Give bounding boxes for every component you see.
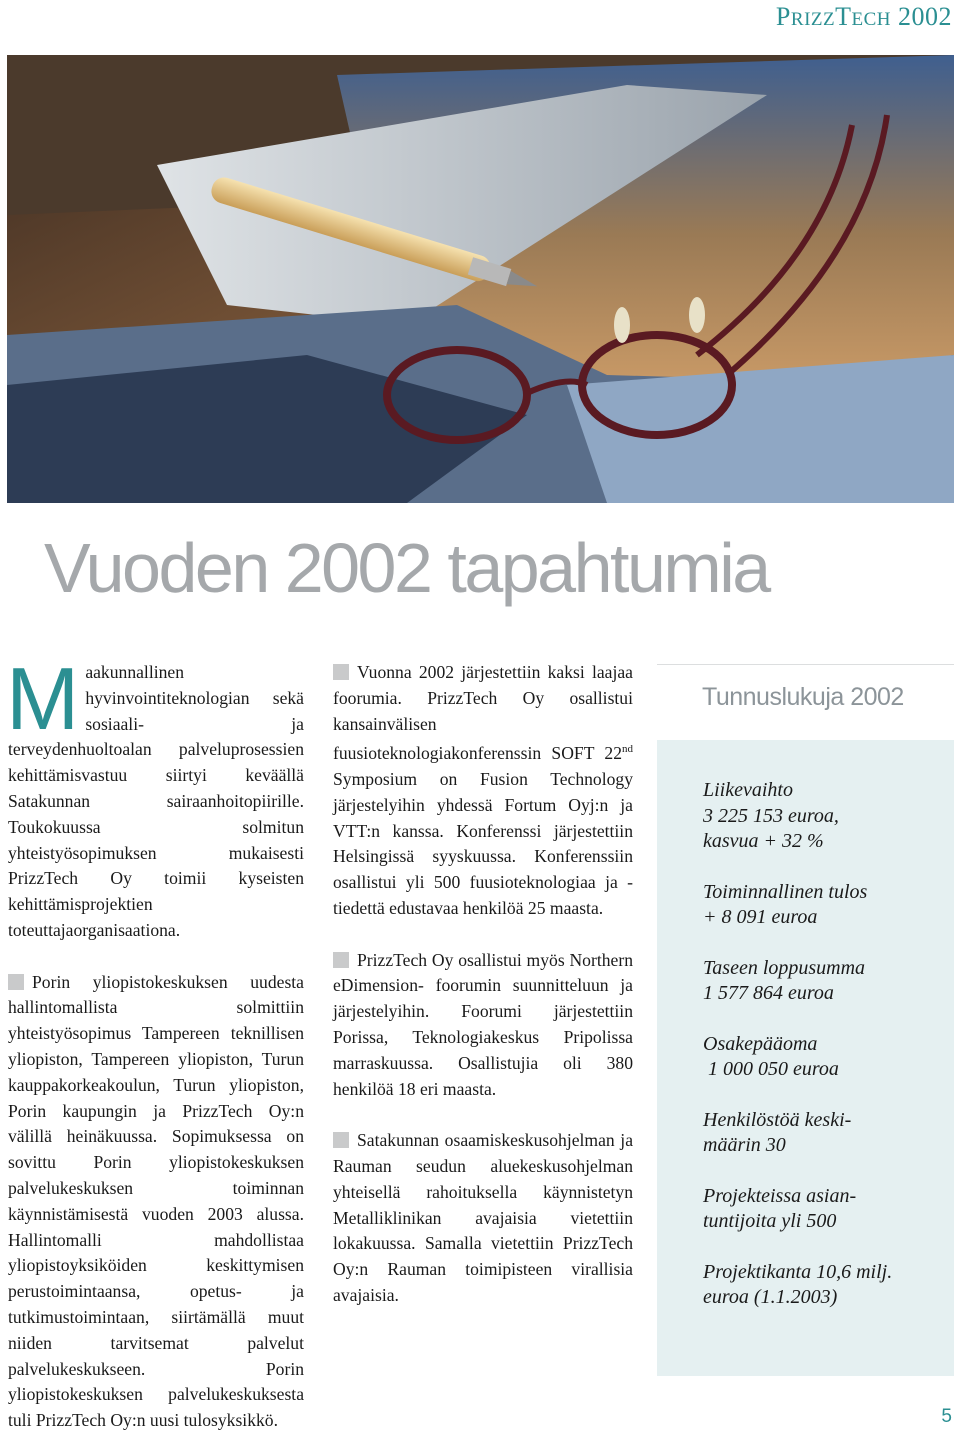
photo-pen-glasses-icon <box>7 55 954 503</box>
superscript: nd <box>622 743 633 756</box>
stat-liikevaihto <box>703 778 943 855</box>
stat-value: määrin 30 <box>703 1134 786 1156</box>
paragraph-text: Satakunnan osaamiskeskusohjelman ja Rauman seudun aluekeskusohjelman yhteisellä rahoituksella käynnistetyn Metalliklinikan avajaisia vietettiin lokakuussa. Samalla vietettiin PrizzTech Oy:n Rauman toimipisteen virallisia avajaisia. <box>333 1130 633 1305</box>
photo-pen-glasses <box>7 55 954 503</box>
brand-rizz: RIZZ <box>790 9 836 30</box>
stat-projektikanta <box>703 1260 943 1311</box>
paragraph-metalliklinikka <box>333 1128 633 1309</box>
article-column-1 <box>6 649 304 1434</box>
stat-taseen-loppusumma <box>703 956 943 1007</box>
paragraph-foorumit <box>333 660 633 922</box>
brand-t: T <box>835 2 852 31</box>
stat-value: tuntijoita yli 500 <box>703 1210 837 1232</box>
stat-value: 3 225 153 euroa, <box>703 804 839 827</box>
page-number: 5 <box>941 1406 952 1427</box>
stat-asiantuntijat <box>703 1184 943 1235</box>
page-title: Vuoden 2002 tapahtumia <box>44 529 769 607</box>
stat-label: Toiminnallinen tulos <box>703 880 868 903</box>
paragraph-yliopistokeskus <box>8 970 304 1434</box>
sidebar-title: Tunnuslukuja 2002 <box>702 683 904 711</box>
stat-label: Liikevaihto <box>703 779 793 801</box>
key-figures-list <box>703 778 943 1336</box>
brand-p: P <box>775 2 791 31</box>
stat-label: Projektikanta 10,6 milj. <box>703 1260 893 1283</box>
paragraph-text: Vuonna 2002 järjestettiin kaksi laajaa foorumia. PrizzTech Oy osallistui kansainvälisen fuusioteknologiakonferenssin SOFT 22 <box>333 662 633 764</box>
sidebar-header <box>657 664 954 737</box>
bullet-square-icon <box>8 974 24 990</box>
stat-osakepaaoma <box>703 1032 943 1083</box>
stat-value: 1 577 864 euroa <box>703 982 834 1004</box>
brand-year: 2002 <box>898 2 952 31</box>
stat-label: Henkilöstöä keski- <box>703 1108 852 1131</box>
stat-label: Osakepääoma <box>703 1032 818 1055</box>
brand-logo <box>776 2 952 32</box>
bullet-square-icon <box>333 952 349 968</box>
stat-toiminnallinen-tulos <box>703 880 943 931</box>
stat-label: Projekteissa asian- <box>703 1184 857 1207</box>
paragraph-text: PrizzTech Oy osallistui myös Northern eDimension- foorumin suunnitteluun ja järjestelyihin. Foorumi järjestettiin Porissa, Teknologiakeskus Pripolissa marraskuussa. Osallistujia oli 380 henkilöä 18 eri maasta. <box>333 949 633 1099</box>
key-figures-box <box>657 740 954 1376</box>
intro-paragraph <box>6 649 304 944</box>
brand-ech: ECH <box>851 9 891 30</box>
paragraph-edimension <box>333 948 633 1103</box>
stat-value: + 8 091 euroa <box>703 906 818 928</box>
intro-text: aakunnallinen hyvinvointiteknologian sekä sosiaali- ja terveydenhuoltoalan palveluprosessien kehittämisvastuu siirtyi keväällä Satakunnan sairaanhoitopiirille. Toukokuussa solmitun yhteistyösopimuksen mukaisesti PrizzTech Oy toimii kyseisten kehittämisprojektien toteuttajaorganisaationa. <box>8 662 304 940</box>
stat-value: euroa (1.1.2003) <box>703 1286 838 1308</box>
stat-henkilosto <box>703 1108 943 1159</box>
paragraph-text: Porin yliopistokeskuksen uudesta hallintomallista solmittiin yhteistyösopimus Tampereen teknillisen yliopiston, Tampereen yliopiston, Turun kauppakorkeakoulun, Turun yliopiston, Porin kaupungin ja PrizzTech Oy:n välillä heinäkuussa. Sopimuksessa on sovittu Porin yliopistokeskuksen palvelukeskuksen toiminnan käynnistämisestä vuoden 2003 alussa. Hallintomalli mahdollistaa yliopistoyksiköiden keskittymisen perustoimintaansa, opetus- ja tutkimustoimintaan, siirtämällä muut niiden tarvitsemat palvelut palvelukeskukseen. Porin yliopistokeskuksen palvelukeskuksesta tuli PrizzTech Oy:n uusi tulosyksikkö. <box>8 971 304 1431</box>
article-column-2 <box>333 660 633 1309</box>
dropcap: M <box>6 649 80 748</box>
bullet-square-icon <box>333 664 349 680</box>
stat-value: 1 000 050 euroa <box>703 1058 839 1080</box>
bullet-square-icon <box>333 1132 349 1148</box>
stat-label: Taseen loppusumma <box>703 956 866 979</box>
stat-value: kasvua + 32 % <box>703 830 824 852</box>
paragraph-text-cont: Symposium on Fusion Technology järjestelyihin yhdessä Fortum Oyj:n ja VTT:n kanssa. Konferenssi järjestettiin Helsingissä syyskuussa. Konferenssiin osallistui yli 500 fuusioteknologiaa ja -tiedettä edustavaa henkilöä 25 maasta. <box>333 769 633 919</box>
